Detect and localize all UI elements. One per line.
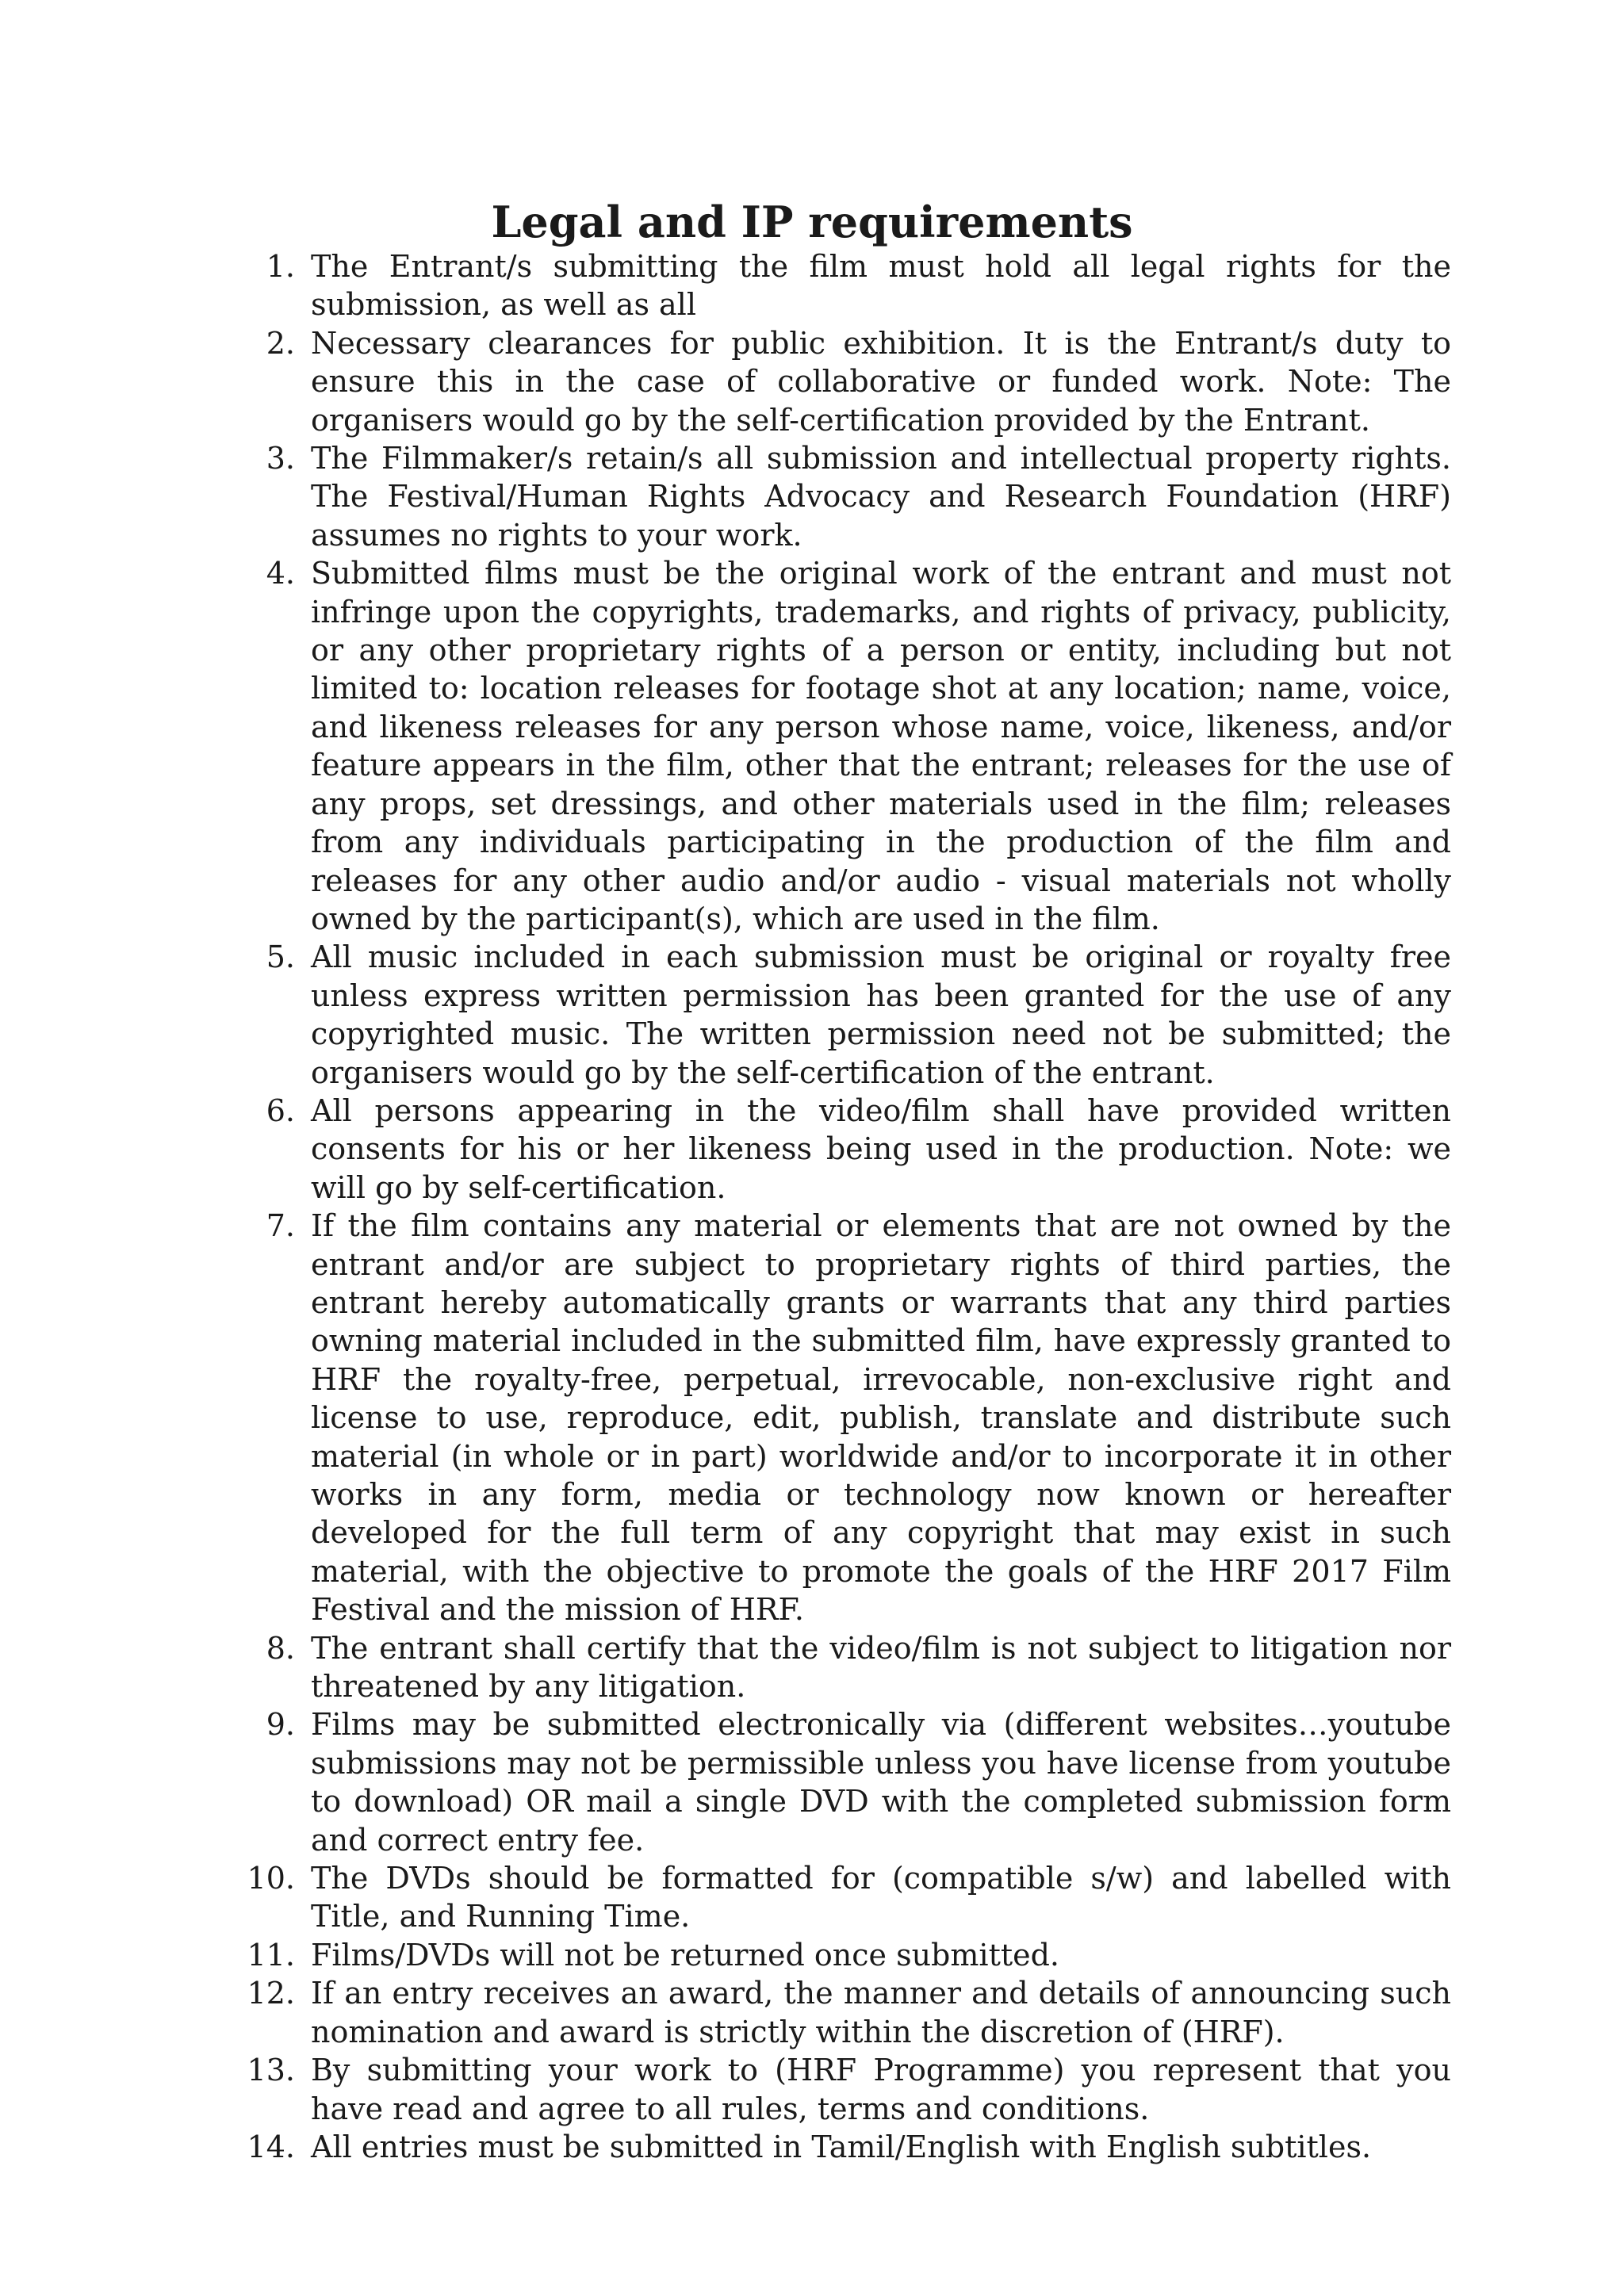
list-item-number: 6. bbox=[266, 1093, 295, 1128]
list-item-text: All music included in each submission must be original or royalty free unless express written permission has been granted for the use of any copyrighted music. The written permission need not be submitted; the organisers would go by the self-certification of the entrant. bbox=[311, 939, 1451, 1090]
list-item-text: Submitted films must be the original work of the entrant and must not infringe upon the copyrights, trademarks, and rights of privacy, publicity, or any other proprietary rights of a person or entity, including but not limited to: location releases for footage shot at any location; name, voice, and likeness releases for any person whose name, voice, likeness, and/or feature appears in the film, other that the entrant; releases for the use of any props, set dressings, and other materials used in the film; releases from any individuals participating in the production of the film and releases for any other audio and/or audio - visual materials not wholly owned by the participant(s), which are used in the film. bbox=[311, 556, 1451, 936]
list-item-text: All persons appearing in the video/film shall have provided written consents for his or her likeness being used in the production. Note: we will go by self-certification. bbox=[311, 1093, 1451, 1205]
requirements-list bbox=[238, 247, 1451, 2166]
list-item-number: 7. bbox=[266, 1208, 295, 1244]
list-item bbox=[238, 2051, 1451, 2128]
list-item bbox=[238, 1936, 1451, 1974]
list-item bbox=[238, 554, 1451, 938]
list-item bbox=[238, 1092, 1451, 1207]
list-item-number: 3. bbox=[266, 441, 295, 476]
list-item bbox=[238, 2128, 1451, 2166]
list-item-number: 13. bbox=[247, 2053, 295, 2088]
list-item-number: 1. bbox=[266, 249, 295, 284]
list-item-text: Films may be submitted electronically via (different websites…youtube submissions may not be permissible unless you have license from youtube to download) OR mail a single DVD with the completed submission form and correct entry fee. bbox=[311, 1707, 1451, 1858]
list-item-number: 12. bbox=[247, 1976, 295, 2011]
list-item-text: The DVDs should be formatted for (compatible s/w) and labelled with Title, and Running Time. bbox=[311, 1861, 1451, 1934]
list-item-number: 4. bbox=[266, 556, 295, 591]
list-item-text: All entries must be submitted in Tamil/English with English subtitles. bbox=[311, 2129, 1372, 2164]
list-item-number: 10. bbox=[247, 1861, 295, 1896]
list-item-number: 14. bbox=[247, 2129, 295, 2164]
list-item-number: 8. bbox=[266, 1630, 295, 1666]
list-item-text: If the film contains any material or elements that are not owned by the entrant and/or are subject to proprietary rights of third parties, the entrant hereby automatically grants or warrants that any third parties owning material included in the submitted film, have expressly granted to HRF the royalty-free, perpetual, irrevocable, non-exclusive right and license to use, reproduce, edit, publish, translate and distribute such material (in whole or in part) worldwide and/or to incorporate it in other works in any form, media or technology now known or hereafter developed for the full term of any copyright that may exist in such material, with the objective to promote the goals of the HRF 2017 Film Festival and the mission of HRF. bbox=[311, 1208, 1451, 1628]
list-item-text: The entrant shall certify that the video/film is not subject to litigation nor threatened by any litigation. bbox=[311, 1630, 1451, 1705]
list-item bbox=[238, 247, 1451, 324]
list-item bbox=[238, 1629, 1451, 1706]
list-item-text: Necessary clearances for public exhibition. It is the Entrant/s duty to ensure this in the case of collaborative or funded work. Note: The organisers would go by the self-certification provided by the Entrant. bbox=[311, 325, 1451, 438]
list-item-text: Films/DVDs will not be returned once submitted. bbox=[311, 1937, 1060, 1973]
list-item-text: The Filmmaker/s retain/s all submission and intellectual property rights. The Festival/Human Rights Advocacy and Research Foundation (HRF) assumes no rights to your work. bbox=[311, 441, 1451, 553]
list-item-text: By submitting your work to (HRF Programme) you represent that you have read and agree to all rules, terms and conditions. bbox=[311, 2053, 1451, 2126]
list-item bbox=[238, 1705, 1451, 1859]
list-item-text: If an entry receives an award, the manner and details of announcing such nomination and award is strictly within the discretion of (HRF). bbox=[311, 1976, 1451, 2049]
list-item-number: 2. bbox=[266, 325, 295, 361]
list-item bbox=[238, 1974, 1451, 2051]
list-item-number: 9. bbox=[266, 1707, 295, 1743]
list-item bbox=[238, 324, 1451, 439]
list-item bbox=[238, 1859, 1451, 1936]
list-item-text: The Entrant/s submitting the film must hold all legal rights for the submission, as well as all bbox=[311, 249, 1451, 323]
list-item-number: 11. bbox=[247, 1937, 295, 1973]
page-title: Legal and IP requirements bbox=[491, 197, 1133, 247]
list-item bbox=[238, 938, 1451, 1092]
list-item bbox=[238, 1207, 1451, 1628]
list-item-number: 5. bbox=[266, 939, 295, 975]
list-item bbox=[238, 439, 1451, 554]
